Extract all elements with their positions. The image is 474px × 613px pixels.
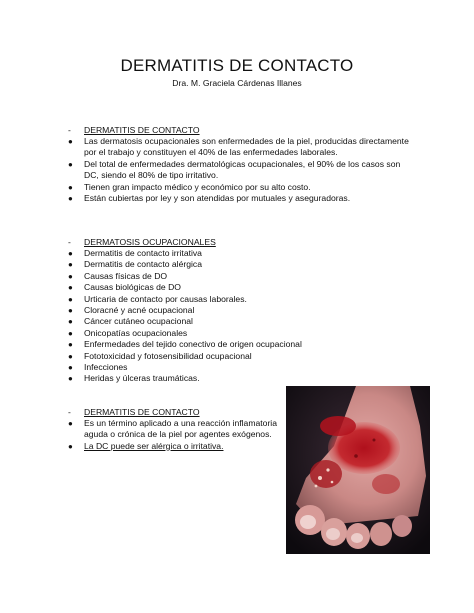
- section-heading: [68, 236, 413, 248]
- section-dermatitis-intro: [68, 124, 413, 204]
- list-item: [68, 362, 413, 373]
- list-item: [68, 418, 288, 441]
- list-item: [68, 159, 413, 182]
- list-item-text: Heridas y úlceras traumáticas.: [84, 373, 200, 384]
- list-item-text: Cáncer cutáneo ocupacional: [84, 316, 193, 327]
- list-item: [68, 373, 413, 384]
- list-item-text: Cloracné y acné ocupacional: [84, 305, 195, 316]
- section-heading-text: DERMATOSIS OCUPACIONALES: [84, 237, 216, 247]
- list-item: [68, 441, 288, 452]
- bullet-icon: ●: [68, 363, 73, 373]
- bullet-icon: ●: [68, 182, 73, 192]
- dash-marker: -: [68, 237, 71, 247]
- bullet-icon: ●: [68, 328, 73, 338]
- document-title: DERMATITIS DE CONTACTO: [120, 56, 354, 75]
- section-heading: [68, 406, 288, 418]
- bullet-icon: ●: [68, 340, 73, 350]
- list-item: [68, 316, 413, 327]
- bullet-icon: ●: [68, 260, 73, 270]
- section-heading-text: DERMATITIS DE CONTACTO: [84, 125, 200, 135]
- dash-marker: -: [68, 125, 71, 135]
- list-item-text: Es un término aplicado a una reacción inflamatoria aguda o crónica de la piel por agentes exógenos.: [84, 418, 277, 440]
- list-item: [68, 136, 413, 159]
- list-item: [68, 271, 413, 282]
- list-item-text: Causas biológicas de DO: [84, 282, 181, 293]
- list-item-text: Urticaria de contacto por causas laborales.: [84, 293, 247, 304]
- list-item-text: Causas físicas de DO: [84, 270, 168, 281]
- section-dermatosis-ocupacionales: [68, 236, 413, 385]
- list-item: [68, 182, 413, 193]
- list-item: [68, 259, 413, 270]
- section-heading-text: DERMATITIS DE CONTACTO: [84, 407, 200, 417]
- list-item: [68, 339, 413, 350]
- bullet-icon: ●: [68, 159, 73, 169]
- list-item: [68, 351, 413, 362]
- list-item: [68, 294, 413, 305]
- list-item-text: La DC puede ser alérgica o irritativa.: [84, 440, 224, 451]
- list-item-text: Las dermatosis ocupacionales son enfermedades de la piel, producidas directamente por el trabajo y constituyen el 40% de las enfermedades laborales.: [84, 136, 409, 158]
- bullet-icon: ●: [68, 419, 73, 428]
- bullet-icon: ●: [68, 137, 73, 146]
- list-item-text: Enfermedades del tejido conectivo de origen ocupacional: [84, 339, 302, 350]
- bullet-icon: ●: [68, 441, 73, 451]
- list-item-text: Infecciones: [84, 362, 128, 373]
- bullet-icon: ●: [68, 271, 73, 281]
- bullet-icon: ●: [68, 249, 73, 258]
- bullet-icon: ●: [68, 294, 73, 304]
- bullet-icon: ●: [68, 317, 73, 327]
- list-item-text: Dermatitis de contacto alérgica: [84, 259, 202, 270]
- section-dermatitis-definition: [68, 406, 288, 452]
- bullet-icon: ●: [68, 306, 73, 316]
- dash-marker: -: [68, 407, 71, 417]
- bullet-icon: ●: [68, 351, 73, 361]
- list-item: [68, 248, 413, 259]
- list-item: [68, 305, 413, 316]
- list-item-text: Del total de enfermedades dermatológicas ocupacionales, el 90% de los casos son DC, siendo el 80% de tipo irritativo.: [84, 158, 401, 181]
- foot-dermatitis-photo-icon: [286, 386, 430, 554]
- section-heading: [68, 124, 413, 136]
- bullet-icon: ●: [68, 194, 73, 204]
- list-item-text: Están cubiertas por ley y son atendidas por mutuales y aseguradoras.: [84, 193, 351, 204]
- document-author: Dra. M. Graciela Cárdenas Illanes: [172, 78, 302, 88]
- list-item: [68, 282, 413, 293]
- foot-dermatitis-photo: [286, 386, 430, 554]
- list-item-text: Fototoxicidad y fotosensibilidad ocupacional: [84, 350, 252, 361]
- list-item-text: Onicopatías ocupacionales: [84, 327, 188, 338]
- bullet-list: [68, 248, 413, 385]
- bullet-list: [68, 418, 288, 452]
- list-item: [68, 193, 413, 204]
- list-item: [68, 328, 413, 339]
- list-item-text: Tienen gran impacto médico y económico por su alto costo.: [84, 181, 311, 192]
- bullet-icon: ●: [68, 283, 73, 293]
- bullet-list: [68, 136, 413, 204]
- bullet-icon: ●: [68, 374, 73, 384]
- list-item-text: Dermatitis de contacto irritativa: [84, 248, 202, 258]
